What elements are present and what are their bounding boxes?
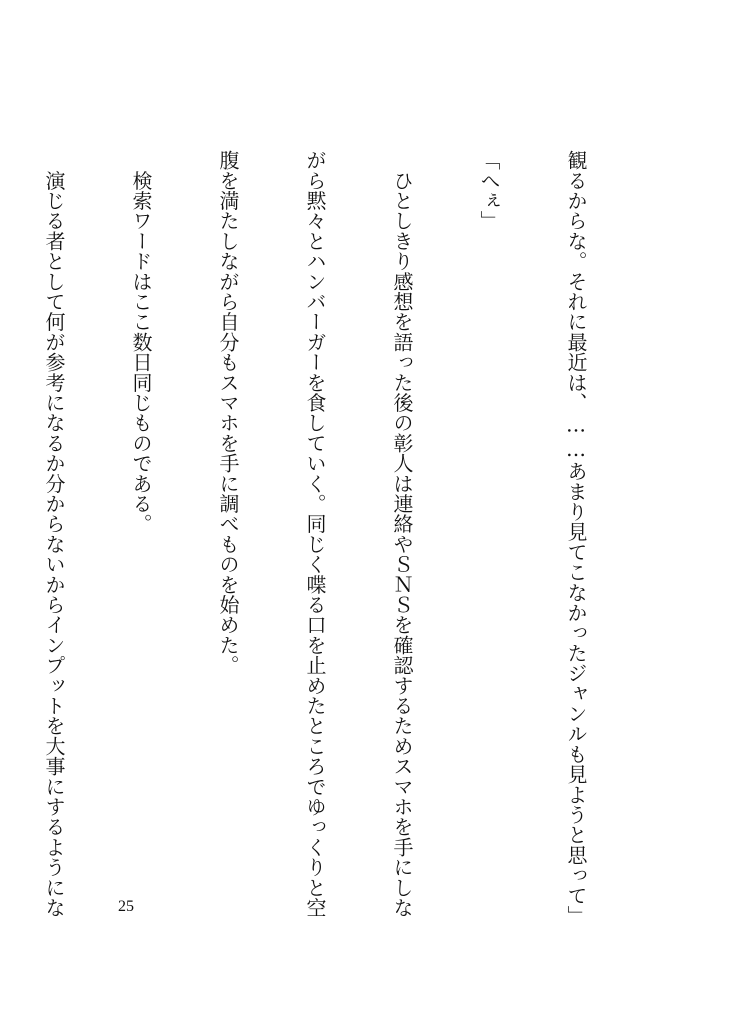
- text-line: 「へぇ」: [477, 150, 501, 231]
- text-line: 検索ワードはここ数日同じものである。: [129, 150, 153, 534]
- text-line: 演じる者として何が参考になるか分からないからインプットを大事にするようにな: [42, 150, 66, 918]
- text-line: がら黙々とハンバーガーを食していく。同じく喋る口を止めたところでゆっくりと空: [303, 150, 327, 918]
- text-line: 観るからな。それに最近は、……あまり見てこなかったジャンルも見ようと思って」: [564, 150, 588, 926]
- text-line: 腹を満たしながら自分もスマホを手に調べものを始めた。: [216, 150, 240, 676]
- page-number: 25: [118, 898, 134, 915]
- text-line: ひとしきり感想を語った後の彰人は連絡やＳＮＳを確認するためスマホを手にしな: [390, 150, 414, 918]
